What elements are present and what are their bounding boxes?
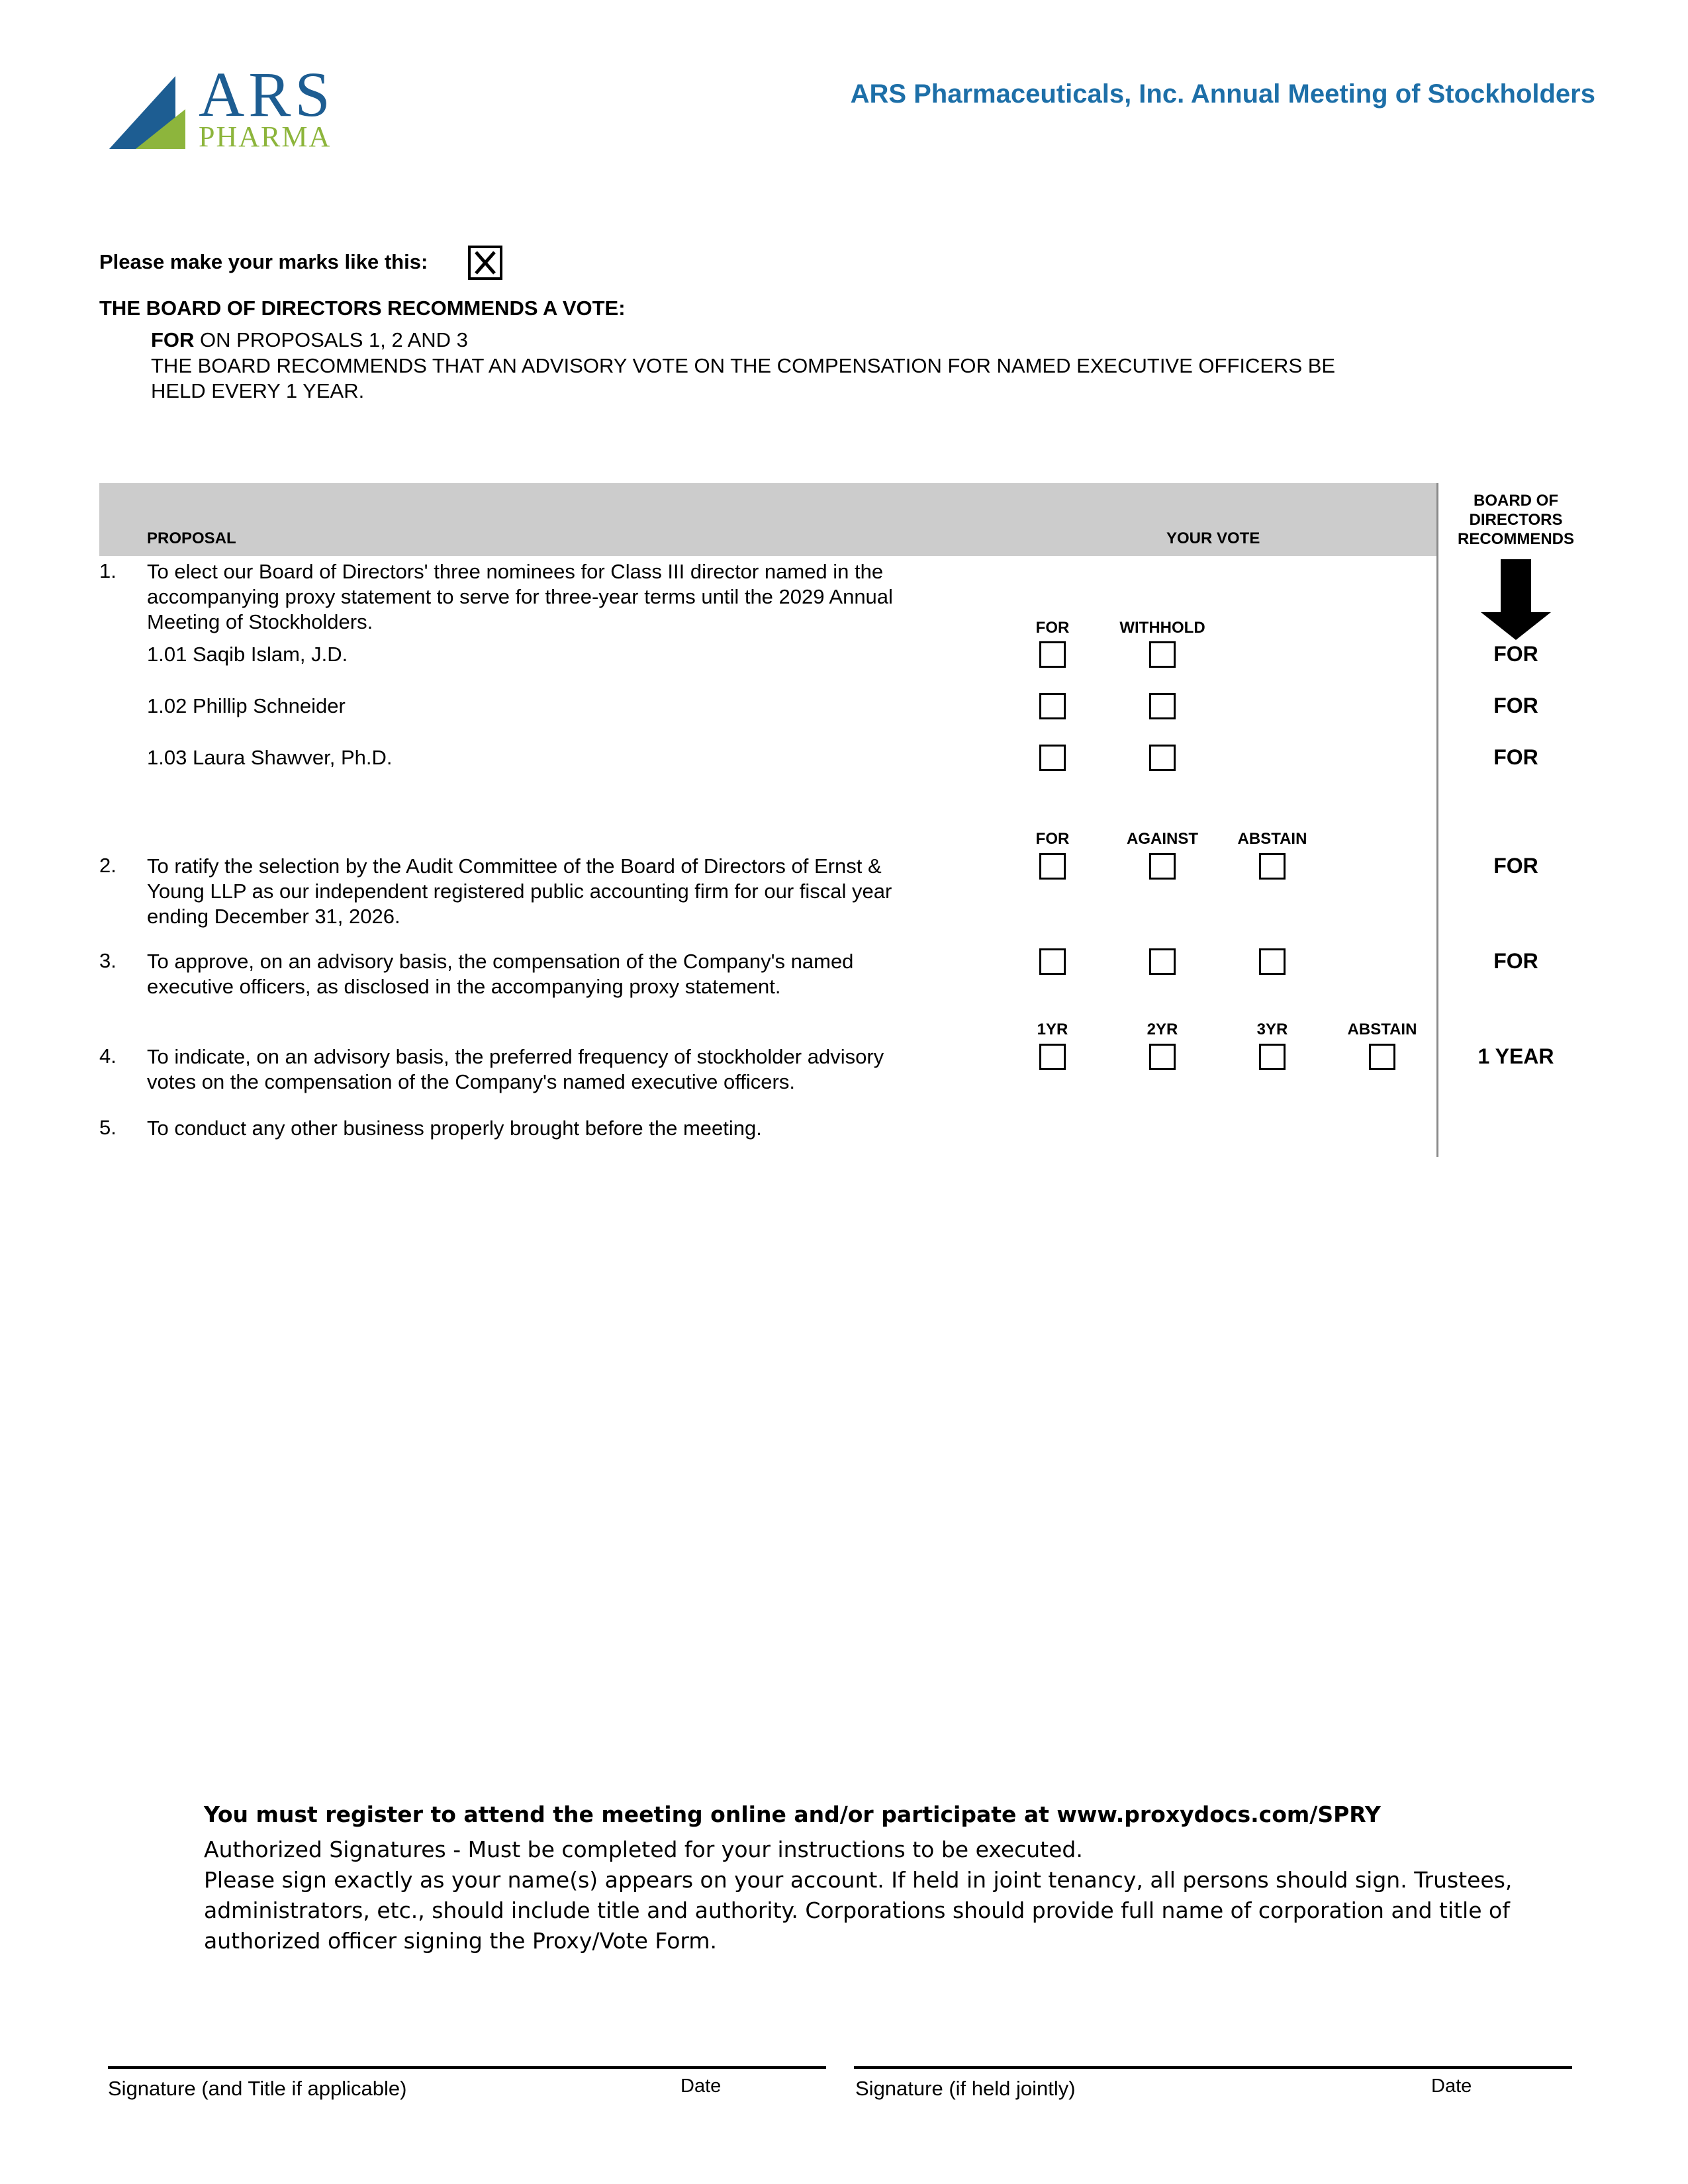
proposal-4-text	[147, 1044, 884, 1095]
p4-3yr-column-label: 3YR	[1256, 1021, 1288, 1038]
p1-for-column-label: FOR	[1035, 619, 1070, 637]
proposal-4-line-2: votes on the compensation of the Company's named executive officers.	[147, 1070, 795, 1093]
proposal-3-recommendation: FOR	[1493, 949, 1538, 973]
proposal-1-number: 1.	[99, 559, 117, 582]
signature-line-2[interactable]	[854, 2066, 1572, 2069]
board-header-line-1: BOARD OF	[1474, 492, 1558, 510]
proposal-1-line-3: Meeting of Stockholders.	[147, 610, 373, 633]
proposal-1-line-2: accompanying proxy statement to serve for three-year terms until the 2029 Annual	[147, 585, 893, 608]
recommendation-line-3: HELD EVERY 1 YEAR.	[151, 379, 365, 402]
p2-for-column-label: FOR	[1035, 830, 1070, 848]
marks-instruction: Please make your marks like this:	[99, 250, 428, 273]
nominee-3-withhold-checkbox[interactable]	[1149, 745, 1176, 771]
proposal-3-line-1: To approve, on an advisory basis, the compensation of the Company's named	[147, 950, 854, 973]
nominee-2-for-checkbox[interactable]	[1039, 693, 1066, 719]
proposal-3-for-checkbox[interactable]	[1039, 948, 1066, 975]
register-notice: You must register to attend the meeting online and/or participate at www.proxydocs.com/SPRY	[204, 1801, 1381, 1827]
p2-against-column-label: AGAINST	[1127, 830, 1198, 848]
page-title: ARS Pharmaceuticals, Inc. Annual Meeting of Stockholders	[850, 79, 1595, 109]
p2-abstain-column-label: ABSTAIN	[1237, 830, 1307, 848]
p4-abstain-column-label: ABSTAIN	[1347, 1021, 1417, 1038]
nominee-3-label: 1.03 Laura Shawver, Ph.D.	[147, 746, 393, 769]
signature-line-1[interactable]	[108, 2066, 826, 2069]
proposal-4-number: 4.	[99, 1044, 117, 1068]
proposal-3-text	[147, 949, 853, 999]
signature-instruction-1: Authorized Signatures - Must be completed for your instructions to be executed.	[204, 1837, 1083, 1862]
board-header-line-3: RECOMMENDS	[1457, 530, 1574, 548]
proposal-4-2yr-checkbox[interactable]	[1149, 1044, 1176, 1070]
proposal-3-line-2: executive officers, as disclosed in the accompanying proxy statement.	[147, 975, 781, 998]
proposal-4-recommendation: 1 YEAR	[1477, 1044, 1554, 1068]
date-label-1: Date	[680, 2075, 722, 2097]
signature-instruction-2: Please sign exactly as your name(s) appears on your account. If held in joint tenancy, all persons should sign. Trustees,	[204, 1867, 1513, 1893]
nominee-2-recommendation: FOR	[1493, 694, 1538, 717]
proposal-1-text	[147, 559, 893, 635]
proposal-column-header: PROPOSAL	[147, 529, 236, 547]
signature-label-1: Signature (and Title if applicable)	[108, 2077, 407, 2100]
signature-label-2: Signature (if held jointly)	[855, 2077, 1076, 2100]
proposal-2-line-2: Young LLP as our independent registered public accounting firm for our fiscal year	[147, 880, 892, 903]
proposal-2-text	[147, 854, 892, 929]
signature-instruction-4: authorized officer signing the Proxy/Vote Form.	[204, 1928, 718, 1954]
proposal-2-recommendation: FOR	[1493, 854, 1538, 878]
for-emphasis: FOR	[151, 328, 195, 351]
nominee-1-recommendation: FOR	[1493, 642, 1538, 666]
proposal-4-abstain-checkbox[interactable]	[1369, 1044, 1395, 1070]
p4-2yr-column-label: 2YR	[1147, 1021, 1178, 1038]
proposal-2-number: 2.	[99, 854, 117, 877]
nominee-1-for-checkbox[interactable]	[1039, 641, 1066, 668]
logo-wordmark: ARS	[199, 59, 334, 130]
proposal-2-abstain-checkbox[interactable]	[1259, 853, 1286, 880]
date-label-2: Date	[1431, 2075, 1472, 2097]
p1-withhold-column-label: WITHHOLD	[1119, 619, 1205, 637]
proposal-5-text: To conduct any other business properly brought before the meeting.	[147, 1116, 762, 1140]
nominee-1-label: 1.01 Saqib Islam, J.D.	[147, 643, 348, 666]
proposal-3-abstain-checkbox[interactable]	[1259, 948, 1286, 975]
proposal-3-against-checkbox[interactable]	[1149, 948, 1176, 975]
board-header-line-2: DIRECTORS	[1469, 511, 1563, 529]
nominee-3-for-checkbox[interactable]	[1039, 745, 1066, 771]
column-divider	[1436, 483, 1438, 1157]
proposal-5-number: 5.	[99, 1116, 117, 1139]
proposal-2-against-checkbox[interactable]	[1149, 853, 1176, 880]
board-recommendation-heading: THE BOARD OF DIRECTORS RECOMMENDS A VOTE:	[99, 296, 626, 320]
proposal-2-for-checkbox[interactable]	[1039, 853, 1066, 880]
proposal-2-line-3: ending December 31, 2026.	[147, 905, 400, 928]
example-mark-x-icon	[468, 246, 502, 280]
board-recommends-column-header	[1443, 491, 1589, 549]
nominee-2-withhold-checkbox[interactable]	[1149, 693, 1176, 719]
your-vote-column-header: YOUR VOTE	[1166, 529, 1260, 547]
proposal-3-number: 3.	[99, 949, 117, 972]
for-proposals-text: ON PROPOSALS 1, 2 AND 3	[194, 328, 468, 351]
nominee-2-label: 1.02 Phillip Schneider	[147, 694, 346, 717]
down-arrow-icon	[1481, 559, 1551, 640]
nominee-3-recommendation: FOR	[1493, 745, 1538, 769]
proposal-1-line-1: To elect our Board of Directors' three nominees for Class III director named in the	[147, 560, 884, 583]
proposal-4-line-1: To indicate, on an advisory basis, the preferred frequency of stockholder advisory	[147, 1045, 884, 1068]
p4-1yr-column-label: 1YR	[1037, 1021, 1068, 1038]
recommendation-line-1	[151, 328, 468, 353]
logo-subtitle: PHARMA	[199, 120, 332, 153]
nominee-1-withhold-checkbox[interactable]	[1149, 641, 1176, 668]
proposal-4-3yr-checkbox[interactable]	[1259, 1044, 1286, 1070]
signature-instruction-3: administrators, etc., should include title and authority. Corporations should provide full name of corporation and title of	[204, 1897, 1510, 1923]
proposal-2-line-1: To ratify the selection by the Audit Committee of the Board of Directors of Ernst &	[147, 854, 882, 878]
proposal-4-1yr-checkbox[interactable]	[1039, 1044, 1066, 1070]
recommendation-line-2: THE BOARD RECOMMENDS THAT AN ADVISORY VOTE ON THE COMPENSATION FOR NAMED EXECUTIVE OFFICERS BE	[151, 354, 1336, 377]
